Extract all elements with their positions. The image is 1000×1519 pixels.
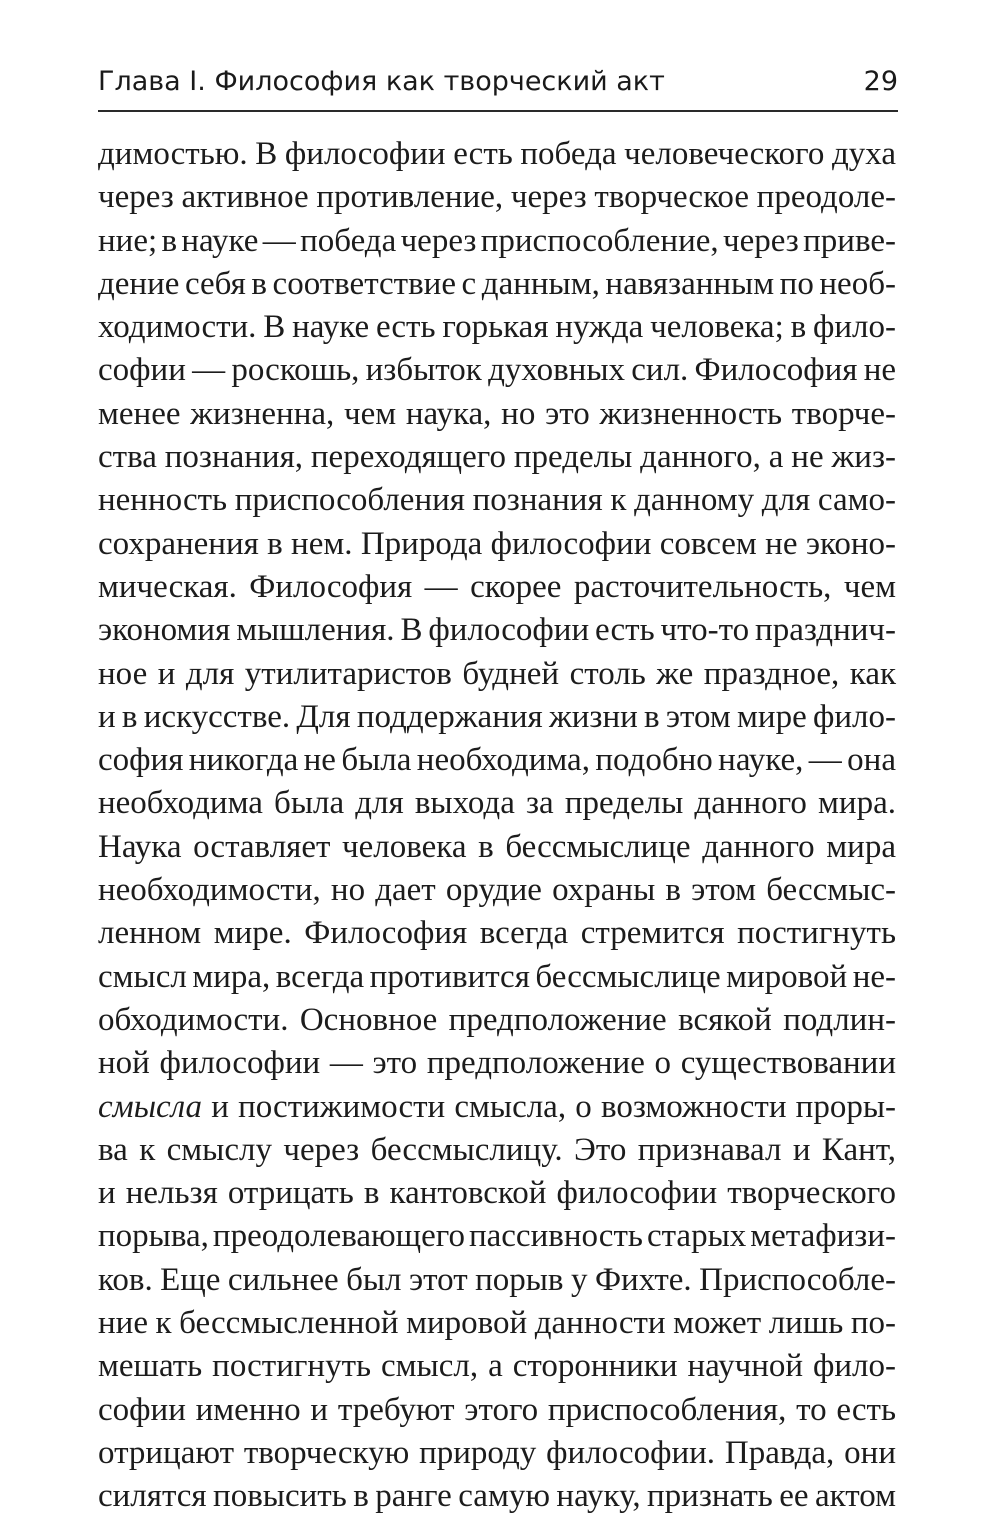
- text-line: димостью. В философии есть победа человеческого духа: [98, 136, 896, 172]
- text-line: ное и для утилитаристов будней столь же праздное, как: [98, 655, 896, 692]
- text-line: дение себя в соответствие с данным, навязанным по необ-: [98, 265, 896, 302]
- text-line: ной философии — это предположение о существовании: [98, 1045, 896, 1082]
- text-line: ненность приспособления познания к данному для само-: [98, 482, 896, 519]
- text-line: мическая. Философия — скорее расточительность, чем: [98, 568, 896, 605]
- text-line: софия никогда не была необходима, подобно науке, — она: [98, 742, 896, 779]
- text-line: ленном мире. Философия всегда стремится постигнуть: [98, 915, 896, 952]
- text-line: сохранения в нем. Природа философии совсем не эконо-: [98, 525, 896, 562]
- text-line: порыва, преодолевающего пассивность старых метафизи-: [98, 1218, 896, 1255]
- page-number: 29: [863, 66, 898, 97]
- text-line: обходимости. Основное предположение всякой подлин-: [98, 1001, 896, 1038]
- text-line: и нельзя отрицать в кантовской философии творческого: [98, 1175, 896, 1212]
- text-line-rest: и постижимости смысла, о возможности проры-: [211, 1088, 897, 1125]
- body-text: [98, 133, 896, 1519]
- text-line: силятся повысить в ранге самую науку, признать ее актом: [98, 1478, 896, 1515]
- text-line-with-italic: [98, 1086, 896, 1129]
- text-line: менее жизненна, чем наука, но это жизненность творче-: [98, 395, 896, 432]
- italic-word: смысла: [98, 1088, 202, 1125]
- text-line: необходима была для выхода за пределы данного мира.: [98, 785, 896, 822]
- text-line: Наука оставляет человека в бессмыслице данного мира: [98, 828, 896, 865]
- header-rule: [98, 110, 898, 112]
- text-line: софии именно и требуют этого приспособления, то есть: [98, 1391, 896, 1428]
- text-line: и в искусстве. Для поддержания жизни в этом мире фило-: [98, 698, 896, 735]
- text-line: через активное противление, через творческое преодоле-: [98, 179, 896, 216]
- text-line: ства познания, переходящего пределы данного, а не жиз-: [98, 439, 896, 476]
- text-line: ходимости. В науке есть горькая нужда человека; в фило-: [98, 309, 896, 346]
- text-line: ние к бессмысленной мировой данности может лишь по-: [98, 1305, 896, 1342]
- text-line: ние; в науке — победа через приспособление, через приве-: [98, 222, 896, 259]
- text-line: ва к смыслу через бессмыслицу. Это признавал и Кант,: [98, 1131, 896, 1168]
- text-line: отрицают творческую природу философии. Правда, они: [98, 1434, 896, 1471]
- text-line: ков. Еще сильнее был этот порыв у Фихте. Приспособле-: [98, 1261, 896, 1298]
- text-line: необходимости, но дает орудие охраны в этом бессмыс-: [98, 872, 896, 909]
- chapter-title: Глава I. Философия как творческий акт: [98, 66, 665, 97]
- text-line: экономия мышления. В философии есть что-то празднич-: [98, 612, 896, 649]
- running-header: [98, 58, 898, 108]
- text-line: мешать постигнуть смысл, а сторонники научной фило-: [98, 1348, 896, 1385]
- text-line: смысл мира, всегда противится бессмыслице мировой не-: [98, 958, 896, 995]
- text-line: софии — роскошь, избыток духовных сил. Философия не: [98, 352, 896, 389]
